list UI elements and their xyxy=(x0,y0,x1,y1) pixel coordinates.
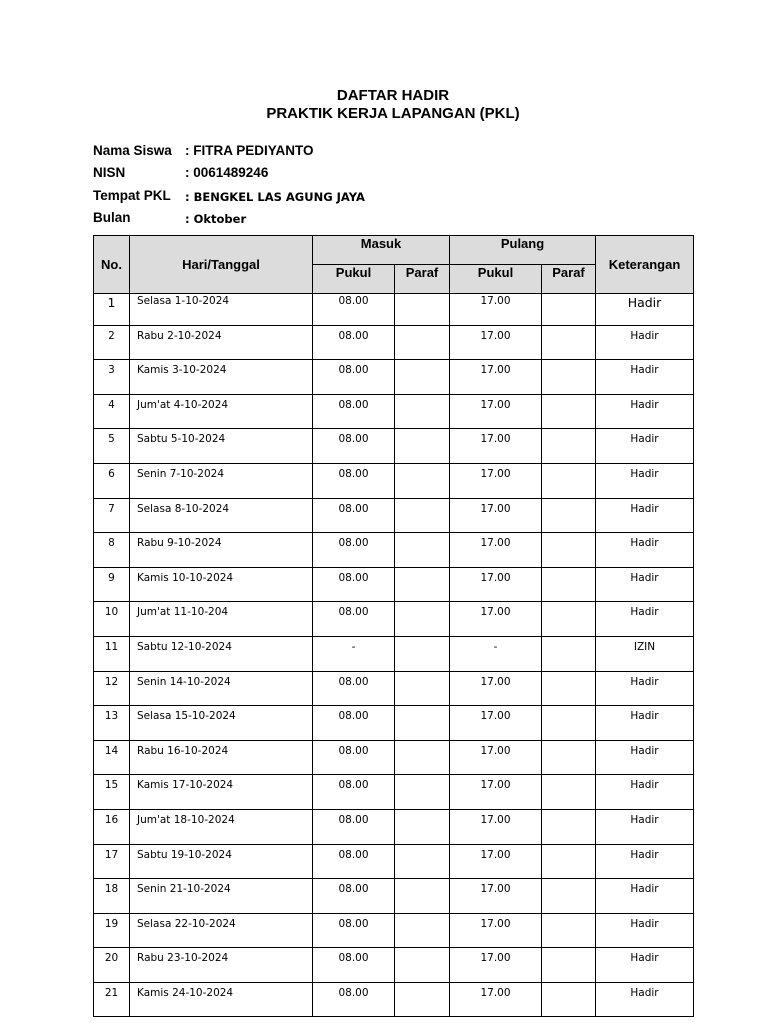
row-time-out: 17.00 xyxy=(450,982,542,1017)
row-signature-in xyxy=(395,913,450,948)
document-title: DAFTAR HADIR xyxy=(336,87,450,104)
row-signature-in xyxy=(395,706,450,741)
row-remarks: Hadir xyxy=(596,602,694,637)
header-paraf-pulang: Paraf xyxy=(542,265,596,294)
row-day-date: Rabu 16-10-2024 xyxy=(130,740,313,775)
row-signature-out xyxy=(542,636,596,671)
month-value: : Oktober xyxy=(185,212,247,226)
row-signature-out xyxy=(542,394,596,429)
table-row xyxy=(94,913,694,948)
row-number: 20 xyxy=(94,948,130,983)
row-signature-in xyxy=(395,294,450,326)
row-day-date: Senin 21-10-2024 xyxy=(130,879,313,914)
row-signature-in xyxy=(395,948,450,983)
row-time-in: 08.00 xyxy=(313,429,395,464)
row-signature-in xyxy=(395,844,450,879)
row-number: 21 xyxy=(94,982,130,1017)
row-signature-out xyxy=(542,879,596,914)
row-time-in: 08.00 xyxy=(313,948,395,983)
row-time-out: 17.00 xyxy=(450,740,542,775)
row-day-date: Rabu 2-10-2024 xyxy=(130,325,313,360)
nisn-label: NISN xyxy=(93,165,126,180)
table-row xyxy=(94,325,694,360)
row-number: 5 xyxy=(94,429,130,464)
row-time-out: 17.00 xyxy=(450,948,542,983)
row-time-out: - xyxy=(450,636,542,671)
row-time-out: 17.00 xyxy=(450,671,542,706)
row-remarks: Hadir xyxy=(596,498,694,533)
row-day-date: Kamis 10-10-2024 xyxy=(130,567,313,602)
row-number: 10 xyxy=(94,602,130,637)
row-time-out: 17.00 xyxy=(450,602,542,637)
table-row xyxy=(94,879,694,914)
row-time-out: 17.00 xyxy=(450,463,542,498)
row-number: 17 xyxy=(94,844,130,879)
table-row xyxy=(94,294,694,326)
row-number: 19 xyxy=(94,913,130,948)
row-time-out: 17.00 xyxy=(450,533,542,568)
table-row xyxy=(94,463,694,498)
attendance-table xyxy=(93,235,694,1017)
header-keterangan: Keterangan xyxy=(596,236,694,294)
row-time-in: 08.00 xyxy=(313,294,395,326)
row-day-date: Jum'at 11-10-204 xyxy=(130,602,313,637)
row-remarks: Hadir xyxy=(596,294,694,326)
row-time-in: - xyxy=(313,636,395,671)
row-signature-out xyxy=(542,948,596,983)
row-signature-out xyxy=(542,740,596,775)
row-signature-in xyxy=(395,602,450,637)
row-day-date: Sabtu 19-10-2024 xyxy=(130,844,313,879)
row-time-in: 08.00 xyxy=(313,913,395,948)
row-signature-out xyxy=(542,533,596,568)
row-day-date: Kamis 24-10-2024 xyxy=(130,982,313,1017)
row-remarks: Hadir xyxy=(596,463,694,498)
row-signature-out xyxy=(542,775,596,810)
row-time-in: 08.00 xyxy=(313,844,395,879)
table-row xyxy=(94,948,694,983)
table-body xyxy=(94,294,694,1017)
table-row xyxy=(94,809,694,844)
row-time-in: 08.00 xyxy=(313,706,395,741)
row-time-out: 17.00 xyxy=(450,706,542,741)
row-signature-out xyxy=(542,706,596,741)
row-remarks: Hadir xyxy=(596,809,694,844)
row-signature-out xyxy=(542,982,596,1017)
table-row xyxy=(94,498,694,533)
table-header xyxy=(94,236,694,294)
table-row xyxy=(94,636,694,671)
row-number: 15 xyxy=(94,775,130,810)
row-remarks: Hadir xyxy=(596,533,694,568)
row-day-date: Selasa 15-10-2024 xyxy=(130,706,313,741)
row-signature-in xyxy=(395,498,450,533)
row-day-date: Senin 14-10-2024 xyxy=(130,671,313,706)
row-signature-out xyxy=(542,671,596,706)
row-time-in: 08.00 xyxy=(313,775,395,810)
row-time-out: 17.00 xyxy=(450,567,542,602)
row-signature-in xyxy=(395,533,450,568)
row-signature-in xyxy=(395,879,450,914)
row-signature-out xyxy=(542,602,596,637)
row-signature-out xyxy=(542,913,596,948)
row-remarks: Hadir xyxy=(596,394,694,429)
row-time-out: 17.00 xyxy=(450,498,542,533)
month-label: Bulan xyxy=(93,210,131,225)
row-remarks: Hadir xyxy=(596,671,694,706)
row-time-out: 17.00 xyxy=(450,394,542,429)
row-time-in: 08.00 xyxy=(313,671,395,706)
row-time-in: 08.00 xyxy=(313,533,395,568)
row-number: 9 xyxy=(94,567,130,602)
student-name-value: : FITRA PEDIYANTO xyxy=(185,143,314,158)
row-time-out: 17.00 xyxy=(450,913,542,948)
table-row xyxy=(94,602,694,637)
row-signature-in xyxy=(395,394,450,429)
row-remarks: Hadir xyxy=(596,429,694,464)
header-masuk: Masuk xyxy=(313,236,450,265)
row-time-out: 17.00 xyxy=(450,879,542,914)
row-remarks: Hadir xyxy=(596,325,694,360)
row-time-out: 17.00 xyxy=(450,294,542,326)
row-signature-in xyxy=(395,671,450,706)
row-number: 7 xyxy=(94,498,130,533)
row-day-date: Sabtu 12-10-2024 xyxy=(130,636,313,671)
row-number: 4 xyxy=(94,394,130,429)
row-signature-out xyxy=(542,294,596,326)
row-day-date: Jum'at 4-10-2024 xyxy=(130,394,313,429)
row-time-in: 08.00 xyxy=(313,879,395,914)
row-day-date: Kamis 17-10-2024 xyxy=(130,775,313,810)
header-paraf-masuk: Paraf xyxy=(395,265,450,294)
row-signature-in xyxy=(395,429,450,464)
row-signature-in xyxy=(395,463,450,498)
row-number: 12 xyxy=(94,671,130,706)
row-number: 14 xyxy=(94,740,130,775)
table-row xyxy=(94,394,694,429)
row-signature-in xyxy=(395,360,450,395)
table-row xyxy=(94,775,694,810)
row-signature-out xyxy=(542,844,596,879)
row-day-date: Selasa 8-10-2024 xyxy=(130,498,313,533)
row-time-out: 17.00 xyxy=(450,429,542,464)
row-number: 3 xyxy=(94,360,130,395)
row-signature-in xyxy=(395,775,450,810)
table-row xyxy=(94,740,694,775)
table-row xyxy=(94,429,694,464)
row-signature-out xyxy=(542,567,596,602)
row-time-in: 08.00 xyxy=(313,360,395,395)
pkl-place-value: : BENGKEL LAS AGUNG JAYA xyxy=(185,190,365,204)
row-number: 18 xyxy=(94,879,130,914)
row-remarks: Hadir xyxy=(596,360,694,395)
nisn-value: : 0061489246 xyxy=(185,165,269,180)
row-signature-in xyxy=(395,567,450,602)
row-day-date: Rabu 9-10-2024 xyxy=(130,533,313,568)
pkl-place-label: Tempat PKL xyxy=(93,188,171,203)
row-time-in: 08.00 xyxy=(313,394,395,429)
row-number: 6 xyxy=(94,463,130,498)
row-time-in: 08.00 xyxy=(313,602,395,637)
table-row xyxy=(94,567,694,602)
row-number: 2 xyxy=(94,325,130,360)
header-no: No. xyxy=(94,236,130,294)
row-remarks: Hadir xyxy=(596,567,694,602)
row-number: 1 xyxy=(94,294,130,326)
row-signature-out xyxy=(542,498,596,533)
row-time-in: 08.00 xyxy=(313,740,395,775)
row-remarks: Hadir xyxy=(596,740,694,775)
row-day-date: Rabu 23-10-2024 xyxy=(130,948,313,983)
table-row xyxy=(94,671,694,706)
row-day-date: Senin 7-10-2024 xyxy=(130,463,313,498)
row-signature-in xyxy=(395,636,450,671)
table-row xyxy=(94,360,694,395)
row-signature-out xyxy=(542,360,596,395)
row-time-in: 08.00 xyxy=(313,498,395,533)
row-remarks: Hadir xyxy=(596,844,694,879)
row-remarks: Hadir xyxy=(596,982,694,1017)
row-time-in: 08.00 xyxy=(313,325,395,360)
row-time-in: 08.00 xyxy=(313,463,395,498)
student-name-label: Nama Siswa xyxy=(93,143,172,158)
row-time-in: 08.00 xyxy=(313,982,395,1017)
row-signature-out xyxy=(542,809,596,844)
table-row xyxy=(94,706,694,741)
row-time-in: 08.00 xyxy=(313,809,395,844)
row-day-date: Kamis 3-10-2024 xyxy=(130,360,313,395)
row-time-in: 08.00 xyxy=(313,567,395,602)
row-remarks: Hadir xyxy=(596,775,694,810)
row-signature-out xyxy=(542,463,596,498)
header-day-date: Hari/Tanggal xyxy=(130,236,313,294)
row-remarks: Hadir xyxy=(596,706,694,741)
table-row xyxy=(94,844,694,879)
header-pulang: Pulang xyxy=(450,236,596,265)
row-day-date: Selasa 1-10-2024 xyxy=(130,294,313,326)
row-number: 11 xyxy=(94,636,130,671)
row-signature-in xyxy=(395,740,450,775)
document-subtitle: PRAKTIK KERJA LAPANGAN (PKL) xyxy=(266,105,520,122)
row-remarks: Hadir xyxy=(596,913,694,948)
row-time-out: 17.00 xyxy=(450,844,542,879)
header-pukul-pulang: Pukul xyxy=(450,265,542,294)
row-day-date: Selasa 22-10-2024 xyxy=(130,913,313,948)
row-signature-out xyxy=(542,325,596,360)
row-number: 8 xyxy=(94,533,130,568)
row-remarks: Hadir xyxy=(596,879,694,914)
row-signature-in xyxy=(395,325,450,360)
row-time-out: 17.00 xyxy=(450,809,542,844)
row-signature-in xyxy=(395,809,450,844)
row-time-out: 17.00 xyxy=(450,360,542,395)
row-number: 13 xyxy=(94,706,130,741)
row-remarks: IZIN xyxy=(596,636,694,671)
header-pukul-masuk: Pukul xyxy=(313,265,395,294)
table-row xyxy=(94,982,694,1017)
row-day-date: Jum'at 18-10-2024 xyxy=(130,809,313,844)
row-remarks: Hadir xyxy=(596,948,694,983)
row-signature-out xyxy=(542,429,596,464)
row-time-out: 17.00 xyxy=(450,325,542,360)
row-number: 16 xyxy=(94,809,130,844)
row-day-date: Sabtu 5-10-2024 xyxy=(130,429,313,464)
row-time-out: 17.00 xyxy=(450,775,542,810)
row-signature-in xyxy=(395,982,450,1017)
table-row xyxy=(94,533,694,568)
